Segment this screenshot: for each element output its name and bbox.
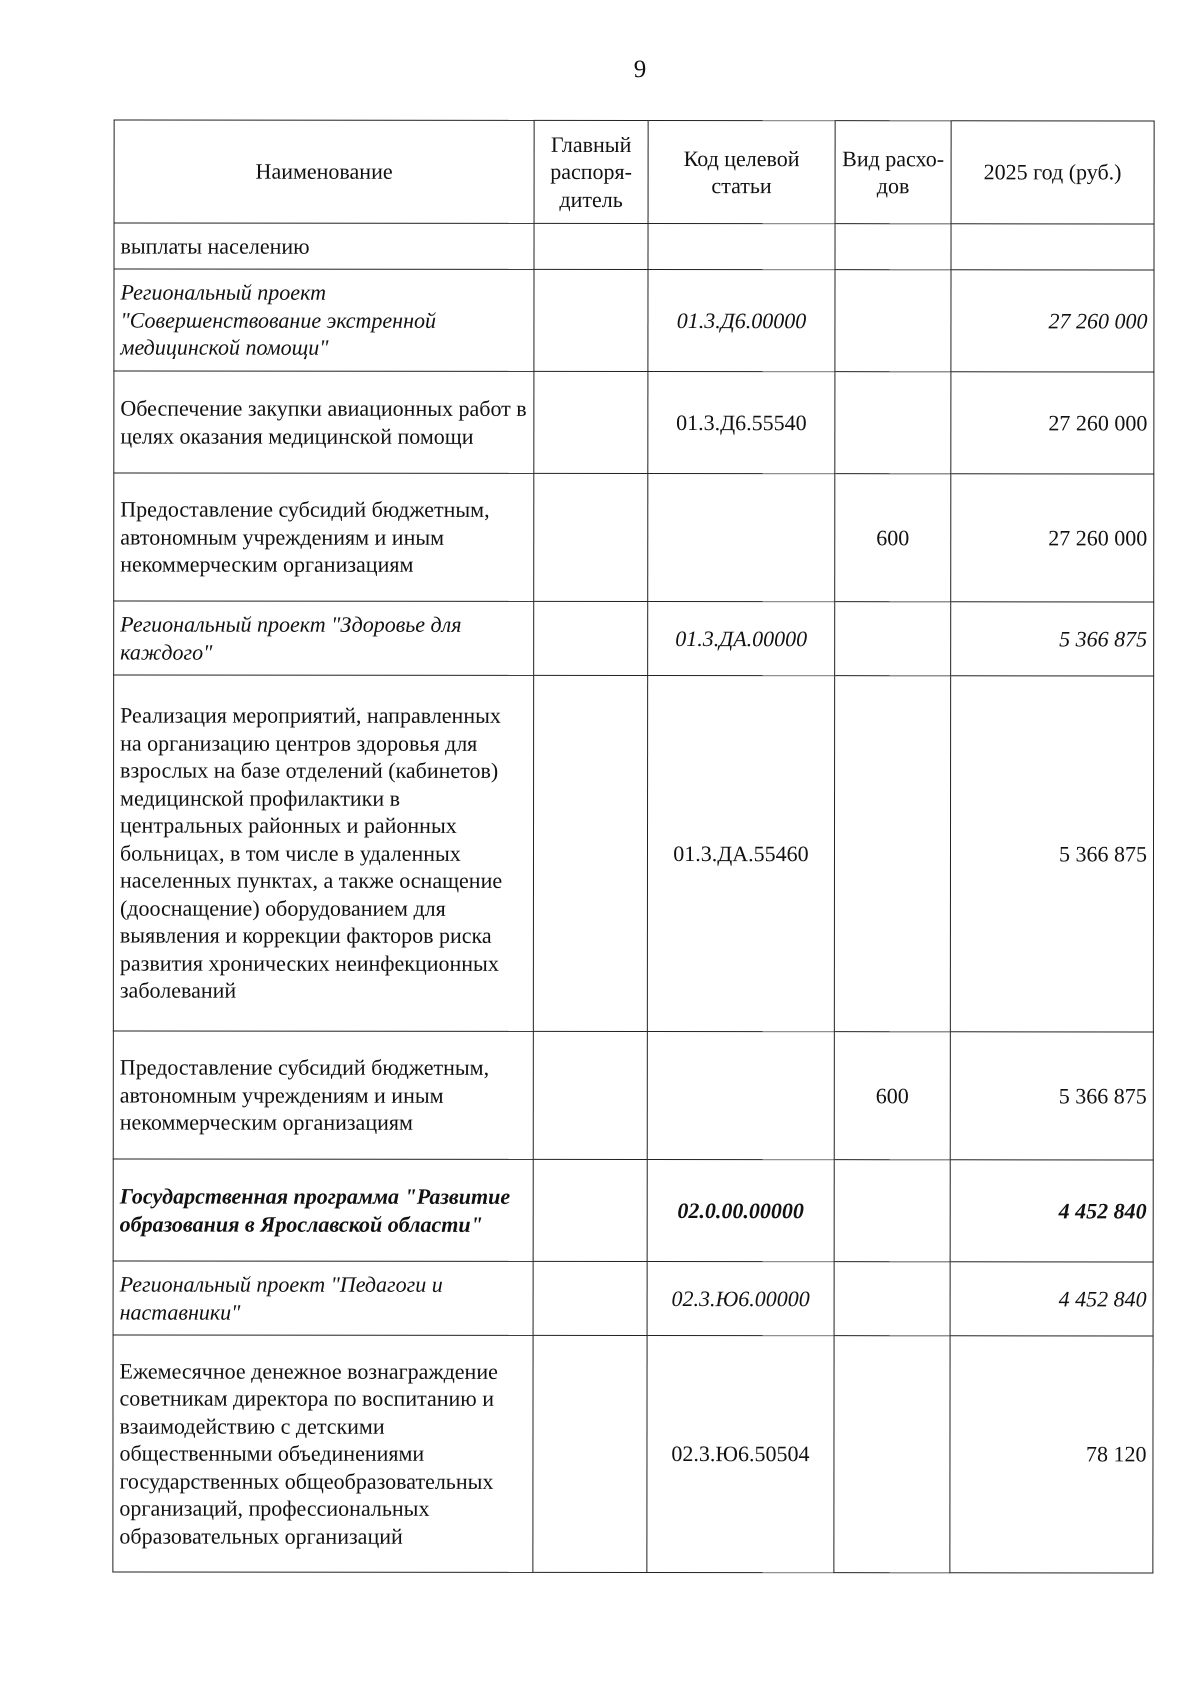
- header-expense-type: Вид расхо-дов: [835, 121, 951, 224]
- row-code: 01.3.Д6.55540: [648, 372, 835, 474]
- row-amount: 27 260 000: [951, 474, 1154, 602]
- row-name: Региональный проект "Педагоги и наставники": [113, 1261, 533, 1335]
- table-row: [114, 223, 1154, 270]
- row-code: 02.3.Ю6.00000: [647, 1262, 834, 1336]
- row-main-manager: [533, 1335, 647, 1572]
- row-type: [835, 602, 951, 676]
- row-type: 600: [834, 1032, 950, 1160]
- row-main-manager: [533, 1159, 647, 1261]
- row-type: [834, 1262, 950, 1336]
- table-header: [114, 120, 1154, 224]
- row-amount: 27 260 000: [951, 372, 1154, 474]
- row-amount: 4 452 840: [950, 1262, 1153, 1336]
- header-target-code: Код целевой статьи: [648, 121, 835, 224]
- row-name: Ежемесячное денежное вознаграждение советникам директора по воспитанию и взаимодействию с детскими общественными объединениями государственных общеобразовательных организаций, профессиональных образовательных организаций: [113, 1335, 533, 1572]
- row-main-manager: [533, 1261, 647, 1335]
- row-code: 02.3.Ю6.50504: [647, 1336, 834, 1573]
- row-amount: 78 120: [950, 1336, 1153, 1573]
- row-code: 01.3.ДА.55460: [647, 676, 834, 1032]
- row-amount: 4 452 840: [950, 1160, 1153, 1262]
- table-row: [113, 1159, 1153, 1262]
- row-main-manager: [533, 1031, 647, 1159]
- row-amount: 5 366 875: [950, 1032, 1153, 1160]
- row-main-manager: [534, 601, 648, 675]
- row-main-manager: [534, 223, 648, 269]
- row-code: 02.0.00.00000: [647, 1160, 834, 1262]
- row-name: Государственная программа "Развитие образования в Ярославской области": [113, 1159, 533, 1261]
- row-type: [834, 1336, 950, 1573]
- row-type: [834, 1160, 950, 1262]
- row-code: 01.3.Д6.00000: [648, 270, 835, 372]
- header-name: Наименование: [114, 120, 534, 223]
- table-row: [114, 269, 1154, 372]
- row-name: Предоставление субсидий бюджетным, автономным учреждениям и иным некоммерческим организациям: [113, 1031, 533, 1159]
- row-name: Региональный проект "Здоровье для каждого": [114, 601, 534, 675]
- table-row: [114, 601, 1154, 676]
- row-name: Региональный проект "Совершенствование экстренной медицинской помощи": [114, 269, 534, 371]
- table-row: [113, 675, 1153, 1032]
- row-main-manager: [534, 473, 648, 601]
- row-main-manager: [534, 371, 648, 473]
- row-type: [834, 676, 950, 1032]
- row-amount: [951, 224, 1154, 270]
- table-row: [113, 1261, 1153, 1336]
- row-amount: 27 260 000: [951, 270, 1154, 372]
- row-type: [835, 270, 951, 372]
- row-name: выплаты населению: [114, 223, 534, 269]
- row-code: 01.3.ДА.00000: [648, 602, 835, 676]
- row-type: [835, 224, 951, 270]
- table-row: [113, 1031, 1153, 1160]
- row-name: Реализация мероприятий, направленных на организацию центров здоровья для взрослых на базе отделений (кабинетов) медицинской профилактики в центральных районных и районных больницах, в том числе в удаленных населенных пунктах, а также оснащение (дооснащение) оборудованием для выявления и коррекции факторов риска развития хронических неинфекционных заболеваний: [113, 675, 533, 1031]
- row-main-manager: [534, 269, 648, 371]
- table-row: [114, 371, 1154, 474]
- row-code: [647, 1032, 834, 1160]
- budget-table: [112, 120, 1154, 1574]
- header-year-2025: 2025 год (руб.): [951, 121, 1154, 224]
- row-name: Предоставление субсидий бюджетным, автономным учреждениям и иным некоммерческим организациям: [114, 473, 534, 601]
- table-row: [114, 473, 1154, 602]
- row-amount: 5 366 875: [951, 602, 1154, 676]
- row-type: [835, 372, 951, 474]
- header-main-manager: Главный распоря-дитель: [534, 120, 648, 223]
- row-code: [648, 224, 835, 270]
- row-name: Обеспечение закупки авиационных работ в целях оказания медицинской помощи: [114, 371, 534, 473]
- row-amount: 5 366 875: [950, 676, 1153, 1032]
- row-code: [648, 474, 835, 602]
- table-row: [113, 1335, 1153, 1573]
- row-type: 600: [835, 474, 951, 602]
- row-main-manager: [533, 675, 647, 1031]
- page-number: 9: [633, 56, 647, 83]
